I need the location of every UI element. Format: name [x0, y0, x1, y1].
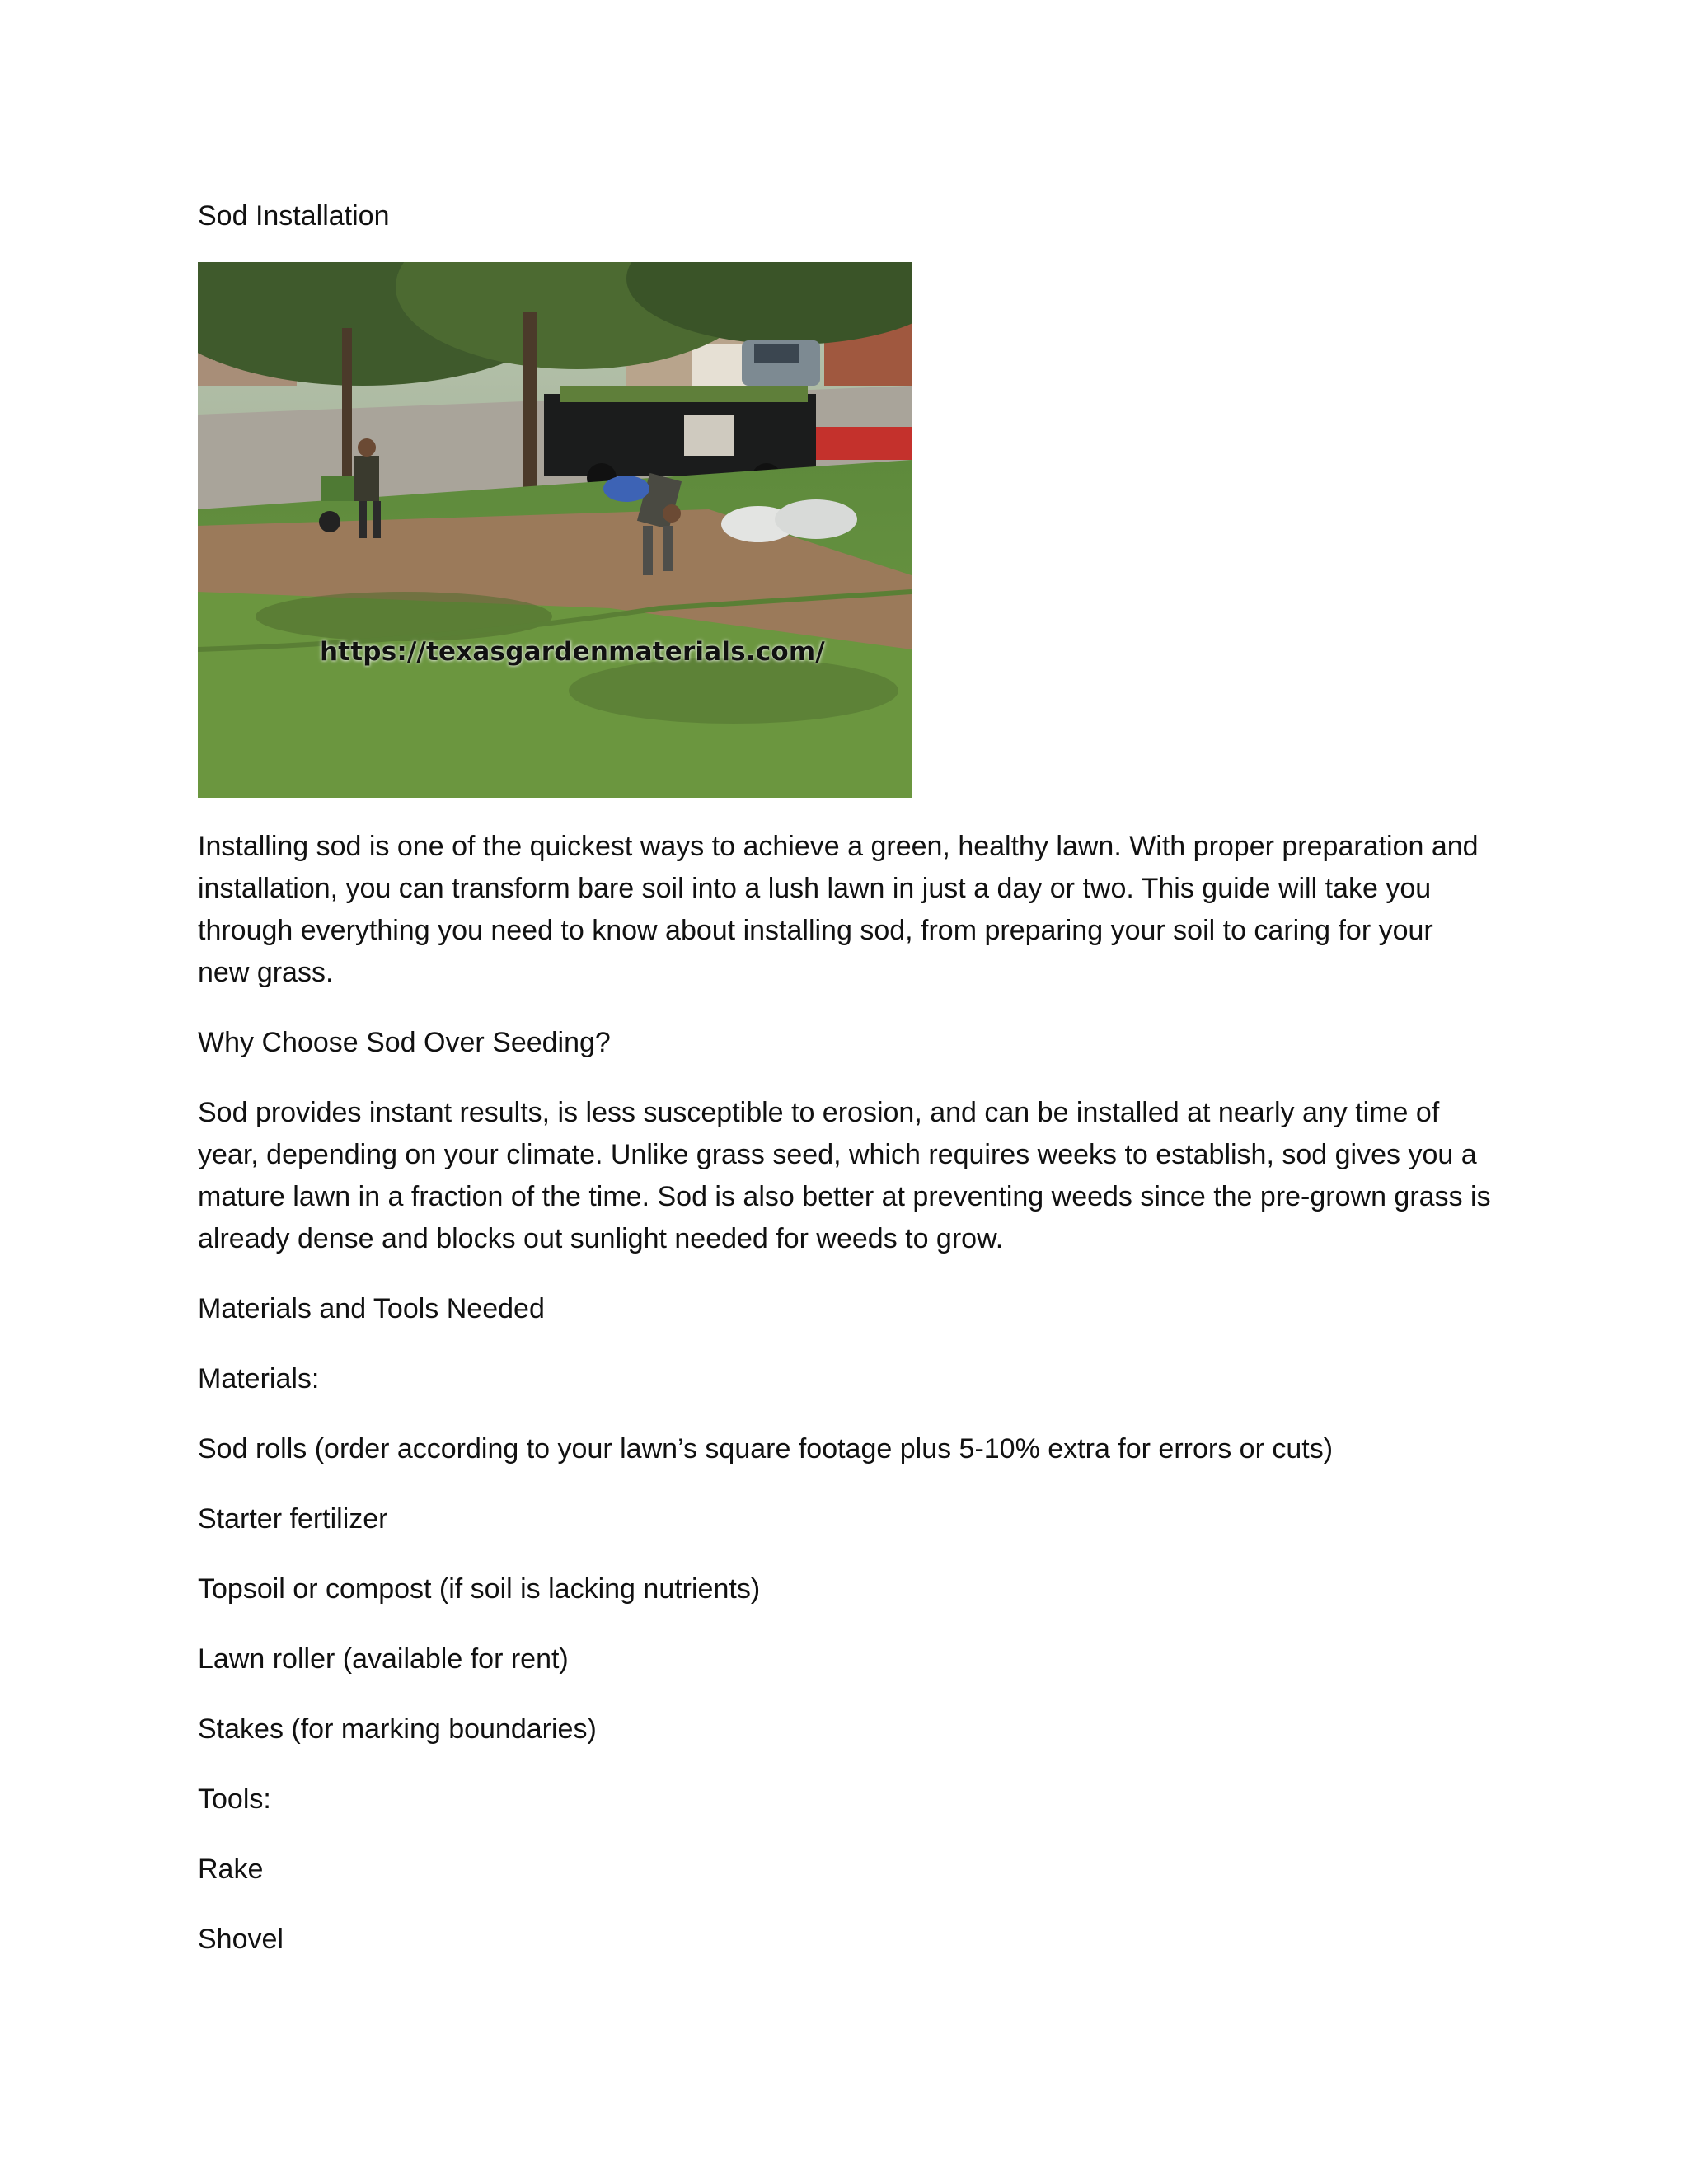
image-watermark-url: https://texasgardenmaterials.com/ — [320, 637, 825, 667]
materials-item: Lawn roller (available for rent) — [198, 1643, 569, 1675]
sod-installation-photo — [198, 262, 912, 798]
document-content — [198, 194, 1492, 1989]
materials-item: Sod rolls (order according to your lawn’s square footage plus 5-10% extra for errors or cuts) — [198, 1433, 1334, 1465]
tools-item: Shovel — [198, 1924, 284, 1955]
materials-tools-heading: Materials and Tools Needed — [198, 1293, 545, 1324]
document-title: Sod Installation — [198, 200, 390, 232]
materials-label: Materials: — [198, 1363, 320, 1394]
why-paragraph: Sod provides instant results, is less susceptible to erosion, and can be installed at nearly any time of year, depending on your climate. Unlike grass seed, which requires weeks to establish, sod gives you a mature lawn in a fraction of the time. Sod is also better at preventing weeds since the pre-grown grass is already dense and blocks out sunlight needed for weeds to grow. — [198, 1097, 1491, 1254]
intro-paragraph: Installing sod is one of the quickest ways to achieve a green, healthy lawn. With proper preparation and installation, you can transform bare soil into a lush lawn in just a day or two. This guide will take you through everything you need to know about installing sod, from preparing your soil to caring for your new grass. — [198, 831, 1479, 988]
materials-item: Stakes (for marking boundaries) — [198, 1713, 597, 1745]
photo-illustration — [198, 262, 912, 798]
tools-item: Rake — [198, 1854, 264, 1885]
materials-item: Topsoil or compost (if soil is lacking nutrients) — [198, 1573, 761, 1605]
why-heading: Why Choose Sod Over Seeding? — [198, 1027, 611, 1058]
tools-label: Tools: — [198, 1783, 271, 1815]
materials-item: Starter fertilizer — [198, 1503, 388, 1535]
